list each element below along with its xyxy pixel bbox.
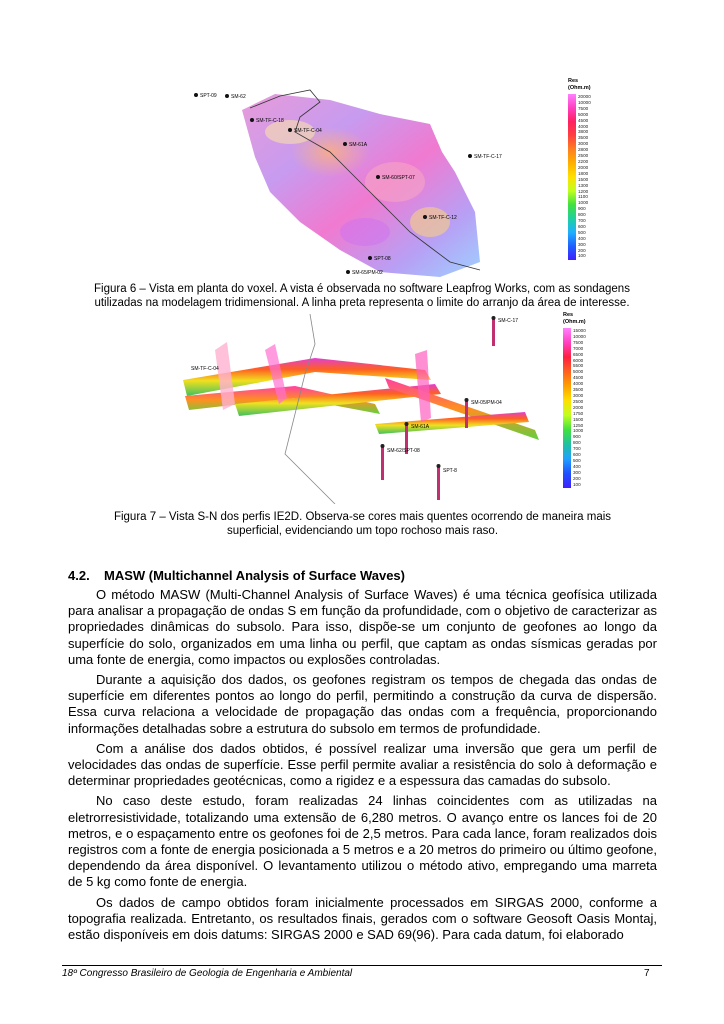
legend-value: 400	[573, 463, 581, 469]
figure-7-caption: Figura 7 – Vista S-N dos perfis IE2D. Observa-se cores mais quentes ocorrendo de maneira mais superficial, evidenciando um topo rochoso mais raso.	[113, 511, 612, 537]
legend-value: 2500	[573, 398, 584, 404]
legend-value: 1500	[573, 416, 584, 422]
figure-6-legend	[568, 78, 608, 278]
section-number: 4.2.	[68, 568, 90, 583]
paragraph: Os dados de campo obtidos foram inicialmente processados em SIRGAS 2000, conforme a topografia realizada. Entretanto, os resultados finais, gerados com o software Geosoft Oasis Montaj, estão disponíveis em dois datums: SIRGAS 2000 e SAD 69(96). Para cada datum, foi elaborado	[68, 894, 657, 943]
legend-value: 4500	[573, 375, 584, 381]
borehole-label: SM-TF-C-04	[191, 366, 219, 372]
legend-value: 500	[578, 229, 586, 235]
legend-value: 2000	[573, 404, 584, 410]
borehole-label: SM-05/PM-04	[471, 400, 502, 406]
legend-value: 7000	[573, 345, 584, 351]
footer-conference: 18º Congresso Brasileiro de Geologia de Engenharia e Ambiental	[62, 968, 353, 979]
legend-value: 5000	[573, 369, 584, 375]
legend-value: 100	[578, 253, 586, 259]
borehole-label: SM-TF-C-18	[256, 118, 284, 124]
legend-values	[578, 94, 591, 260]
legend-value: 3000	[573, 392, 584, 398]
legend-value: 300	[578, 241, 586, 247]
legend-value: 1500	[578, 176, 589, 182]
borehole-label: SM-TF-C-12	[429, 215, 457, 221]
legend-value: 1000	[578, 200, 589, 206]
legend-value: 3500	[578, 135, 589, 141]
legend-value: 200	[573, 475, 581, 481]
borehole-label: SM-TF-C-17	[474, 154, 502, 160]
legend-value: 1250	[573, 422, 584, 428]
borehole-label: SM-65/PM-02	[352, 270, 383, 276]
legend-value: 2800	[578, 147, 589, 153]
footer-rule	[62, 965, 662, 966]
legend-value: 4000	[573, 381, 584, 387]
section-heading	[68, 568, 628, 583]
legend-value: 1100	[578, 194, 588, 200]
legend-title: Res (Ohm.m)	[563, 312, 586, 325]
legend-value: 1750	[573, 410, 584, 416]
legend-value: 7500	[573, 339, 584, 345]
legend-value: 15000	[573, 328, 586, 333]
legend-value: 2200	[578, 158, 589, 164]
legend-value: 800	[573, 440, 581, 446]
legend-value: 200	[578, 247, 586, 253]
paragraph: Com a análise dos dados obtidos, é possível realizar uma inversão que gera um perfil de velocidades das ondas de superfície. Esse perfil permite avaliar a resistência do solo à deformação e determinar propriedades geotécnicas, como a rigidez e a espessura das camadas do subsolo.	[68, 740, 657, 789]
page-number: 7	[644, 968, 650, 979]
figure-6-caption: Figura 6 – Vista em planta do voxel. A vista é observada no software Leapfrog Works, com as sondagens utilizadas na modelagem tridimensional. A linha preta representa o limite do arranjo da área de interesse.	[94, 283, 630, 309]
paragraph: Durante a aquisição dos dados, os geofones registram os tempos de chegada das ondas de superfície em diferentes pontos ao longo do perfil, permitindo a construção da curva de dispersão. Essa curva relaciona a velocidade de propagação das ondas com a frequência, proporcionando informações detalhadas sobre a estrutura do subsolo em termos de profundidade.	[68, 672, 657, 736]
legend-value: 1800	[578, 170, 589, 176]
borehole-label: SPT-09	[200, 93, 217, 99]
legend-value: 300	[573, 469, 581, 475]
legend-value: 2500	[578, 153, 589, 159]
legend-value: 3800	[578, 129, 589, 135]
legend-value: 3000	[578, 141, 589, 147]
section-title: MASW (Multichannel Analysis of Surface Waves)	[104, 568, 405, 583]
legend-value: 100	[573, 481, 581, 487]
borehole-label: SPT-08	[374, 256, 391, 262]
legend-value: 2000	[578, 164, 589, 170]
legend-title: Res (Ohm.m)	[568, 78, 591, 91]
figure-7-legend	[563, 312, 603, 502]
legend-value: 1200	[578, 188, 589, 194]
ie2d-profiles-image	[175, 314, 565, 504]
legend-value: 800	[578, 212, 586, 218]
paragraph: O método MASW (Multi-Channel Analysis of Surface Waves) é uma técnica geofísica utilizada para analisar a propagação de ondas S em função da profundidade, com o objetivo de caracterizar as propriedades dinâmicas do subsolo. Para isso, dispõe-se um conjunto de geofones ao longo da superfície do solo, organizados em uma linha ou perfil, que captam as ondas sísmicas geradas por uma fonte de energia, como impactos ou explosões controladas.	[68, 587, 657, 667]
legend-value: 400	[578, 235, 586, 241]
legend-value: 20000	[578, 94, 591, 99]
legend-value: 1300	[578, 182, 589, 188]
borehole-label: SM-61A	[411, 424, 430, 430]
legend-values	[573, 328, 586, 488]
legend-value: 900	[573, 434, 581, 440]
borehole-label: SM-TF-C-04	[294, 128, 322, 134]
legend-value: 4000	[578, 123, 589, 129]
section-body	[68, 587, 657, 947]
legend-value: 3500	[573, 387, 584, 393]
legend-color-bar	[568, 94, 576, 260]
voxel-plan-view-image	[180, 72, 600, 282]
borehole-label: SM-62	[231, 94, 246, 100]
borehole-label: SPT-8	[443, 468, 457, 474]
legend-color-bar	[563, 328, 571, 488]
legend-value: 7500	[578, 105, 589, 111]
legend-value: 6500	[573, 351, 584, 357]
legend-value: 600	[573, 452, 581, 458]
borehole-label: SM-C-17	[498, 318, 519, 324]
borehole-label: SM-61A	[349, 142, 368, 148]
legend-value: 5000	[578, 111, 589, 117]
legend-value: 6000	[573, 357, 584, 363]
legend-value: 500	[573, 457, 581, 463]
legend-value: 900	[578, 206, 586, 212]
figure-6	[180, 72, 600, 282]
legend-value: 5500	[573, 363, 584, 369]
legend-value: 600	[578, 223, 586, 229]
paragraph: No caso deste estudo, foram realizadas 24 linhas coincidentes com as utilizadas na eletrorresistividade, totalizando uma extensão de 6,280 metros. O avanço entre os lances foi de 20 metros, e o espaçamento entre os geofones foi de 2,5 metros. Para cada lance, foram realizados dois registros com a fonte de energia posicionada a 5 metros e a 20 metros do primeiro ou último geofone, dependendo da área disponível. O levantamento utilizou o método ativo, empregando uma marreta de 5 kg como fonte de energia.	[68, 793, 657, 890]
legend-value: 10000	[573, 333, 586, 339]
borehole-label: SM-62/SPT-08	[387, 448, 420, 454]
legend-value: 700	[573, 446, 581, 452]
figure-7	[175, 314, 565, 504]
legend-value: 1000	[573, 428, 584, 434]
legend-value: 10000	[578, 99, 591, 105]
legend-value: 4500	[578, 117, 589, 123]
borehole-label: SM-60/SPT-07	[382, 175, 415, 181]
legend-value: 700	[578, 218, 586, 224]
